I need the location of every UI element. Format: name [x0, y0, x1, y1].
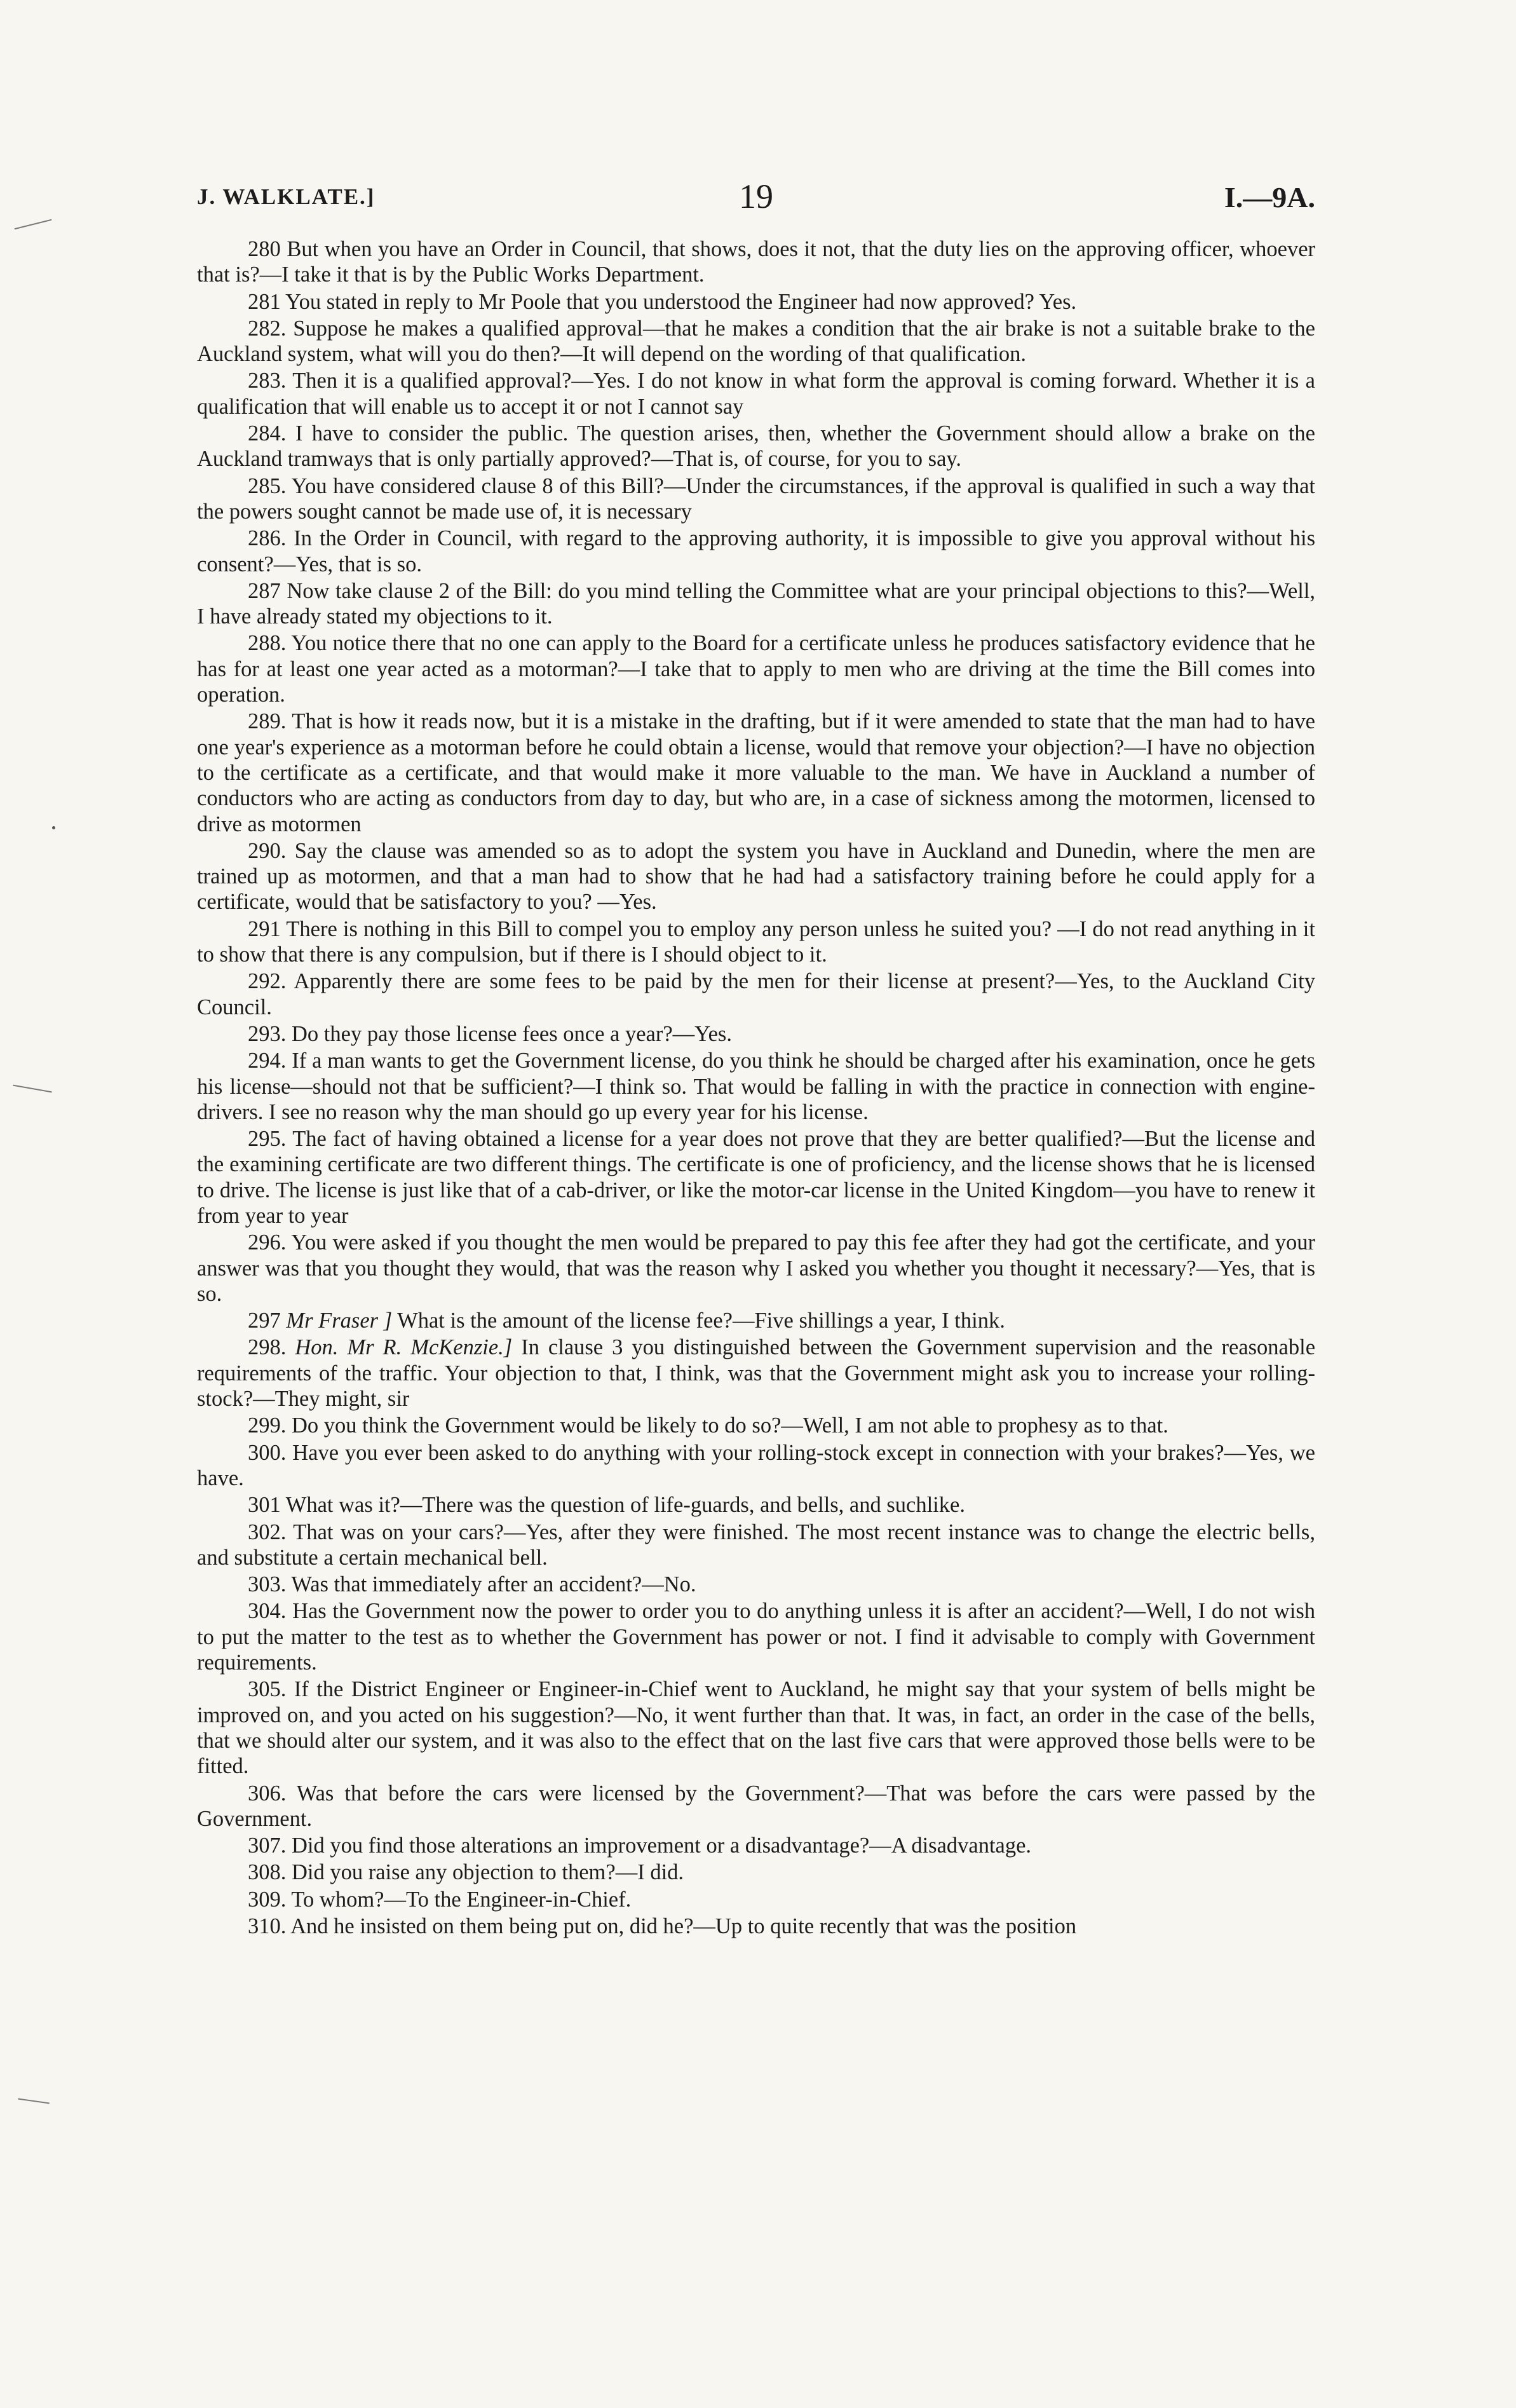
witness-name: J. WALKLATE.] — [197, 184, 376, 209]
margin-mark — [13, 1085, 51, 1093]
question-302: 302. That was on your cars?—Yes, after they were finished. The most recent instance was to change the electric bells, and substitute a certain mechanical bell. — [197, 1520, 1315, 1570]
question-305: 305. If the District Engineer or Engineer-in-Chief went to Auckland, he might say that your system of bells might be improved on, and you acted on his suggestion?—No, it went further than that. It was, in fact, an order in the case of the bells, that we should alter our system, and it was also to the effect that on the last five cars that were approved those bells were to be fitted. — [197, 1677, 1315, 1779]
document-reference: I.—9A. — [1224, 181, 1315, 214]
question-295: 295. The fact of having obtained a license for a year does not prove that they are better qualified?—But the license and the examining certificate are two different things. The certificate is one of proficiency, and the license shows that he is licensed to drive. The license is just like that of a cab-driver, or like the motor-car license in the United Kingdom—you have to renew it from year to year — [197, 1127, 1315, 1228]
question-288: 288. You notice there that no one can apply to the Board for a certificate unless he produces satisfactory evidence that he has for at least one year acted as a motorman?—I take that to apply to men who are driving at the time the Bill comes into operation. — [197, 631, 1315, 707]
margin-dot — [52, 826, 55, 829]
question-296: 296. You were asked if you thought the men would be prepared to pay this fee after they had got the certificate, and your answer was that you thought they would, that was the reason why I asked you whether you thought it necessary?—Yes, that is so. — [197, 1230, 1315, 1306]
question-290: 290. Say the clause was amended so as to adopt the system you have in Auckland and Dunedin, where the men are trained up as motormen, and that a man had to show that he had had a satisfactory training before he could apply for a certificate, would that be satisfactory to you? —Yes. — [197, 838, 1316, 915]
question-298: 298. Hon. Mr R. McKenzie.] In clause 3 you distinguished between the Government supervision and the reasonable requirements of the traffic. Your objection to that, I think, was that the Government might ask you to increase your rolling-stock?—They might, sir — [197, 1335, 1316, 1411]
question-294: 294. If a man wants to get the Government license, do you think he should be charged after his examination, once he gets his license—should not that be sufficient?—I think so. That would be falling in with the practice in connection with engine-drivers. I see no reason why the man should go up every year for his license. — [197, 1049, 1315, 1124]
question-287: 287 Now take clause 2 of the Bill: do you mind telling the Committee what are your principal objections to this?—Well, I have already stated my objections to it. — [197, 578, 1316, 629]
running-head — [197, 177, 1315, 228]
question-282: 282. Suppose he makes a qualified approval—that he makes a condition that the air brake is not a suitable brake to the Auckland system, what will you do then?—It will depend on the wording of that qualification. — [197, 316, 1315, 367]
question-301: 301 What was it?—There was the question of life-guards, and bells, and suchlike. — [248, 1493, 965, 1518]
question-304: 304. Has the Government now the power to order you to do anything unless it is after an accident?—Well, I do not wish to put the matter to the test as to whether the Government has power or not. I find it advisable to comply with Government requirements. — [197, 1599, 1315, 1675]
question-303: 303. Was that immediately after an accident?—No. — [248, 1572, 696, 1597]
speaker-label: Mr Fraser ] — [286, 1309, 393, 1333]
question-285: 285. You have considered clause 8 of this Bill?—Under the circumstances, if the approval is qualified in such a way that the powers sought cannot be made use of, it is necessary — [197, 473, 1315, 524]
question-292: 292. Apparently there are some fees to be paid by the men for their license at present?—Yes, to the Auckland City Council. — [197, 969, 1315, 1019]
question-309: 309. To whom?—To the Engineer-in-Chief. — [248, 1887, 632, 1912]
evidence-text — [197, 236, 1315, 1940]
question-281: 281 You stated in reply to Mr Poole that you understood the Engineer had now approved? Yes. — [248, 289, 1077, 314]
margin-mark — [15, 219, 52, 229]
question-306: 306. Was that before the cars were licensed by the Government?—That was before the cars were passed by the Government. — [197, 1781, 1315, 1831]
question-289: 289. That is how it reads now, but it is a mistake in the drafting, but if it were amended to state that the man had to have one year's experience as a motorman before he could obtain a license, would that remove your objection?—I have no objection to the certificate as a certificate, and that would make it more valuable to the man. We have in Auckland a number of conductors who are acting as conductors from day to day, but who are, in a case of sickness among the motormen, licensed to drive as motormen — [197, 709, 1315, 836]
question-300: 300. Have you ever been asked to do anything with your rolling-stock except in connection with your brakes?—Yes, we have. — [197, 1440, 1315, 1490]
question-291: 291 There is nothing in this Bill to compel you to employ any person unless he suited you? —I do not read anything in it to show that there is any compulsion, but if there is I should object to it. — [197, 916, 1315, 967]
margin-mark — [18, 2098, 50, 2104]
page-number: 19 — [739, 177, 773, 215]
question-284: 284. I have to consider the public. The question arises, then, whether the Government should allow a brake on the Auckland tramways that is only partially approved?—That is, of course, for you to say. — [197, 421, 1315, 472]
question-310: 310. And he insisted on them being put on, did he?—Up to quite recently that was the position — [248, 1914, 1077, 1938]
question-286: 286. In the Order in Council, with regard to the approving authority, it is impossible to give you approval without his consent?—Yes, that is so. — [197, 526, 1315, 576]
speaker-label: Hon. Mr R. McKenzie.] — [295, 1335, 513, 1360]
question-308: 308. Did you raise any objection to them?—I did. — [248, 1860, 684, 1885]
question-307: 307. Did you find those alterations an improvement or a disadvantage?—A disadvantage. — [248, 1833, 1032, 1858]
question-293: 293. Do they pay those license fees once a year?—Yes. — [248, 1021, 732, 1046]
question-280: 280 But when you have an Order in Council, that shows, does it not, that the duty lies on the approving officer, whoever that is?—I take it that is by the Public Works Department. — [197, 237, 1315, 287]
question-297: 297 Mr Fraser ] What is the amount of the license fee?—Five shillings a year, I think. — [248, 1309, 1005, 1333]
question-299: 299. Do you think the Government would be likely to do so?—Well, I am not able to prophesy as to that. — [248, 1413, 1168, 1438]
question-283: 283. Then it is a qualified approval?—Yes. I do not know in what form the approval is coming forward. Whether it is a qualification that will enable us to accept it or not I cannot say — [197, 369, 1315, 419]
